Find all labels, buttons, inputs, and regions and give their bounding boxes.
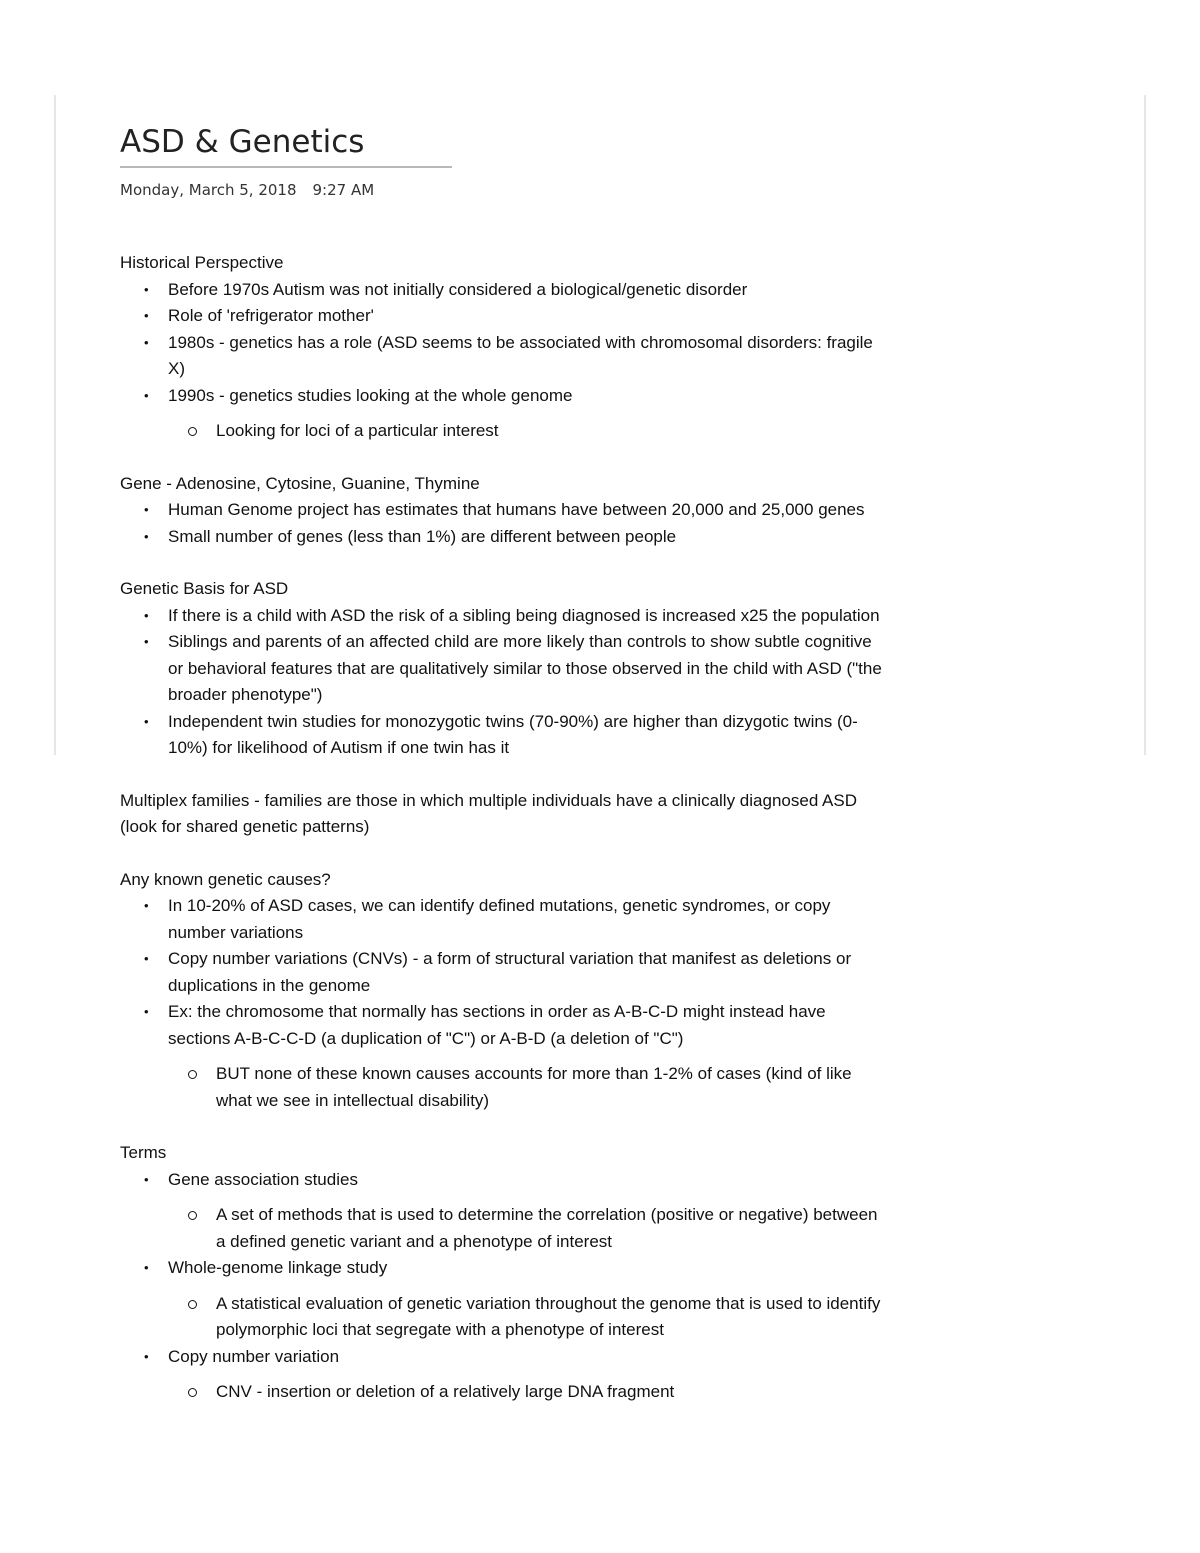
list-item xyxy=(168,330,890,383)
section-heading: Any known genetic causes? xyxy=(120,869,331,889)
list-item-text: • Copy number variation xyxy=(168,1346,340,1366)
page-date: Monday, March 5, 2018 xyxy=(120,181,297,199)
list-item xyxy=(168,1344,890,1406)
section-heading: Historical Perspective xyxy=(120,253,284,272)
list-item-text: • Siblings and parents of an affected child are more likely than controls to show subtle cognitive or behavioral features that are qualitatively similar to those observed in the child with ASD ("the broader phenotype") xyxy=(168,632,882,704)
section-heading: Terms xyxy=(120,1143,167,1162)
list-item-text: • In 10-20% of ASD cases, we can identify defined mutations, genetic syndromes, or copy number variations xyxy=(168,896,831,942)
bullet-list xyxy=(120,497,890,550)
list-item xyxy=(168,497,890,524)
list-item xyxy=(168,603,890,630)
bullet-list xyxy=(120,603,890,762)
list-item-text: • Gene association studies xyxy=(168,1169,358,1189)
list-item-text: • Ex: the chromosome that normally has sections in order as A-B-C-D might instead have sections A-B-C-C-D (a duplication of "C") or A-B-D (a deletion of "C") xyxy=(168,1002,826,1048)
list-item-text: • Human Genome project has estimates that humans have between 20,000 and 25,000 genes xyxy=(168,500,865,519)
page-time: 9:27 AM xyxy=(312,181,375,199)
sub-list xyxy=(168,1379,890,1406)
list-item-text: • Role of 'refrigerator mother' xyxy=(168,306,374,325)
list-item xyxy=(168,524,890,551)
section-multiplex-families xyxy=(120,788,890,841)
list-item-text: • If there is a child with ASD the risk of a sibling being diagnosed is increased x25 the population xyxy=(168,605,880,625)
bullet-list xyxy=(120,893,890,1114)
list-item xyxy=(168,277,890,304)
list-item xyxy=(168,383,890,445)
sub-list xyxy=(168,1291,890,1344)
section-heading: Genetic Basis for ASD xyxy=(120,579,289,598)
section-terms xyxy=(120,1140,890,1406)
sub-list-item: CNV - insertion or deletion of a relatively large DNA fragment xyxy=(216,1379,890,1406)
list-item xyxy=(168,893,890,946)
note-body xyxy=(120,250,890,1432)
page-left-edge xyxy=(54,95,56,755)
sub-list xyxy=(168,418,890,445)
list-item-text: • Whole-genome linkage study xyxy=(168,1258,388,1277)
sub-list-item: BUT none of these known causes accounts for more than 1-2% of cases (kind of like what we see in intellectual disability) xyxy=(216,1061,890,1114)
list-item xyxy=(168,1255,890,1344)
list-item xyxy=(168,1167,890,1256)
section-genetic-basis xyxy=(120,576,890,762)
sub-list-item: Looking for loci of a particular interest xyxy=(216,418,890,445)
sub-list-item: A set of methods that is used to determine the correlation (positive or negative) between a defined genetic variant and a phenotype of interest xyxy=(216,1202,890,1255)
bullet-list xyxy=(120,277,890,445)
section-gene xyxy=(120,471,890,551)
page-title: ASD & Genetics xyxy=(120,124,365,160)
list-item xyxy=(168,709,890,762)
page-right-edge xyxy=(1144,95,1146,755)
section-known-genetic-causes xyxy=(120,867,890,1115)
bullet-list xyxy=(120,1167,890,1406)
list-item-text: • 1990s - genetics studies looking at the whole genome xyxy=(168,385,573,405)
sub-list xyxy=(168,1202,890,1255)
list-item xyxy=(168,629,890,709)
page-timestamp xyxy=(120,181,374,199)
section-heading: Multiplex families - families are those in which multiple individuals have a clinically diagnosed ASD (look for shared genetic patterns) xyxy=(120,790,858,836)
list-item-text: • Copy number variations (CNVs) - a form of structural variation that manifest as deletions or duplications in the genome xyxy=(168,949,852,995)
list-item-text: • Before 1970s Autism was not initially considered a biological/genetic disorder xyxy=(168,279,748,299)
list-item-text: • 1980s - genetics has a role (ASD seems to be associated with chromosomal disorders: fragile X) xyxy=(168,332,873,378)
sub-list xyxy=(168,1061,890,1114)
list-item xyxy=(168,999,890,1114)
sub-list-item: A statistical evaluation of genetic variation throughout the genome that is used to identify polymorphic loci that segregate with a phenotype of interest xyxy=(216,1291,890,1344)
title-underline xyxy=(120,166,452,168)
list-item-text: • Independent twin studies for monozygotic twins (70-90%) are higher than dizygotic twins (0-10%) for likelihood of Autism if one twin has it xyxy=(168,711,858,757)
section-historical-perspective xyxy=(120,250,890,445)
list-item xyxy=(168,946,890,999)
section-heading: Gene - Adenosine, Cytosine, Guanine, Thymine xyxy=(120,473,480,493)
list-item xyxy=(168,303,890,330)
list-item-text: • Small number of genes (less than 1%) are different between people xyxy=(168,526,677,546)
